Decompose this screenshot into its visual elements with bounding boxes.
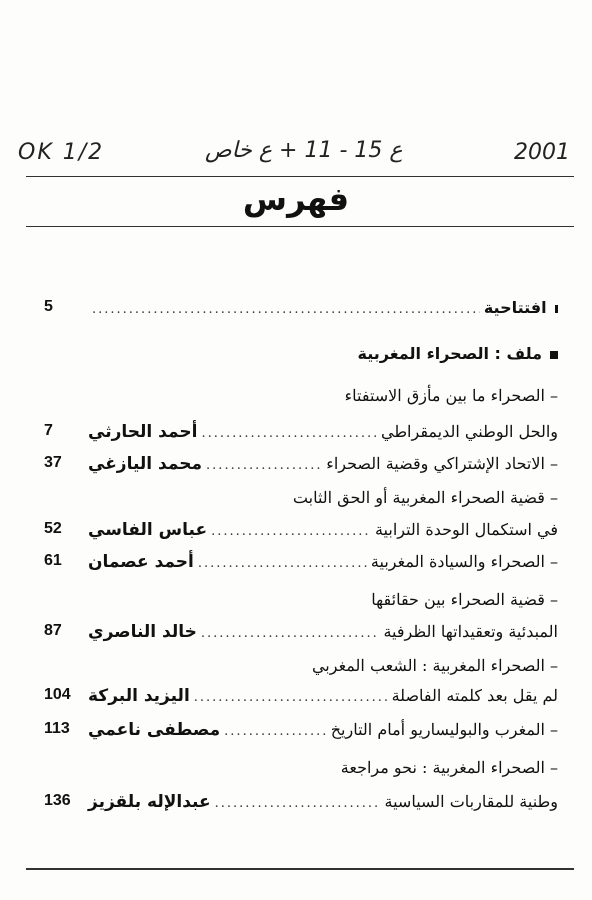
- entry-author: عبدالإله بلقزيز: [88, 792, 211, 812]
- entry-author: مصطفى ناعمي: [88, 720, 221, 740]
- section-heading: افتتاحية: [483, 298, 547, 317]
- handwritten-note-middle: ع 15 - 11 + ع خاص: [205, 138, 403, 163]
- entry-author: محمد اليازغي: [88, 454, 203, 474]
- bullet-icon: [555, 305, 558, 313]
- entry-author: عباس الفاسي: [88, 520, 208, 540]
- toc-entry-line1: [44, 758, 558, 784]
- entry-title: وطنية للمقاربات السياسية: [384, 792, 558, 811]
- leader-dots: [201, 426, 377, 441]
- toc-entry: [44, 622, 558, 648]
- toc-entry: [44, 686, 558, 712]
- page-number: 87: [44, 622, 62, 639]
- bullet-icon: [550, 351, 558, 359]
- entry-title-part1: – قضية الصحراء المغربية أو الحق الثابت: [292, 488, 558, 507]
- leader-dots: [206, 458, 322, 473]
- leader-dots: [224, 724, 327, 739]
- toc-entry-line1: [44, 590, 558, 616]
- toc-entry: [44, 720, 558, 746]
- leader-dots: [194, 690, 388, 705]
- page-title: فهرس: [242, 180, 350, 218]
- entry-author: أحمد عصمان: [88, 552, 194, 572]
- entry-title-part1: – قضية الصحراء بين حقائقها: [371, 590, 558, 609]
- handwritten-year: 2001: [514, 140, 570, 165]
- toc-entry-line1: [44, 488, 558, 514]
- toc-file-heading: [44, 344, 558, 370]
- leader-dots: [198, 556, 367, 571]
- top-rule: [26, 176, 574, 177]
- entry-title: في استكمال الوحدة الترابية: [374, 520, 558, 539]
- leader-dots: [215, 796, 381, 811]
- page-number: 113: [44, 720, 70, 737]
- page-number: 61: [44, 552, 62, 569]
- toc-entry: [44, 422, 558, 448]
- section-heading: ملف : الصحراء المغربية: [357, 344, 542, 363]
- entry-title: – الاتحاد الإشتراكي وقضية الصحراء: [326, 454, 558, 473]
- entry-author: اليزيد البركة: [88, 686, 190, 706]
- page-number: 136: [44, 792, 71, 809]
- entry-title: لم يقل بعد كلمته الفاصلة: [391, 686, 558, 705]
- page-number: 37: [44, 454, 62, 471]
- toc-entry: [44, 792, 558, 818]
- entry-title: والحل الوطني الديمقراطي: [380, 422, 558, 441]
- entry-title-part1: – الصحراء المغربية : الشعب المغربي: [311, 656, 558, 675]
- page-number: 5: [44, 298, 53, 315]
- entry-title-part1: – الصحراء المغربية : نحو مراجعة: [340, 758, 558, 777]
- entry-title: – الصحراء والسيادة المغربية: [370, 552, 558, 571]
- page-number: 52: [44, 520, 62, 537]
- toc-entry-line1: [44, 656, 558, 682]
- bottom-rule: [26, 868, 574, 870]
- entry-author: أحمد الحارثي: [88, 422, 198, 442]
- entry-title-part1: – الصحراء ما بين مأزق الاستفتاء: [344, 386, 558, 405]
- page-number: 7: [44, 422, 53, 439]
- toc-entry: [44, 520, 558, 546]
- leader-dots: [92, 302, 480, 317]
- leader-dots: [201, 626, 380, 641]
- toc-entry: [44, 454, 558, 480]
- leader-dots: [211, 524, 371, 539]
- title-rule: [26, 226, 574, 227]
- entry-author: خالد الناصري: [88, 622, 197, 642]
- toc-opening-row: [44, 298, 558, 324]
- entry-title: – المغرب والبوليساريو أمام التاريخ: [330, 720, 558, 739]
- handwritten-note-left: OK 1/2: [18, 140, 105, 165]
- entry-title: المبدئية وتعقيداتها الظرفية: [383, 622, 558, 641]
- toc-entry: [44, 552, 558, 578]
- toc-entry-line1: [44, 386, 558, 412]
- page-number: 104: [44, 686, 71, 703]
